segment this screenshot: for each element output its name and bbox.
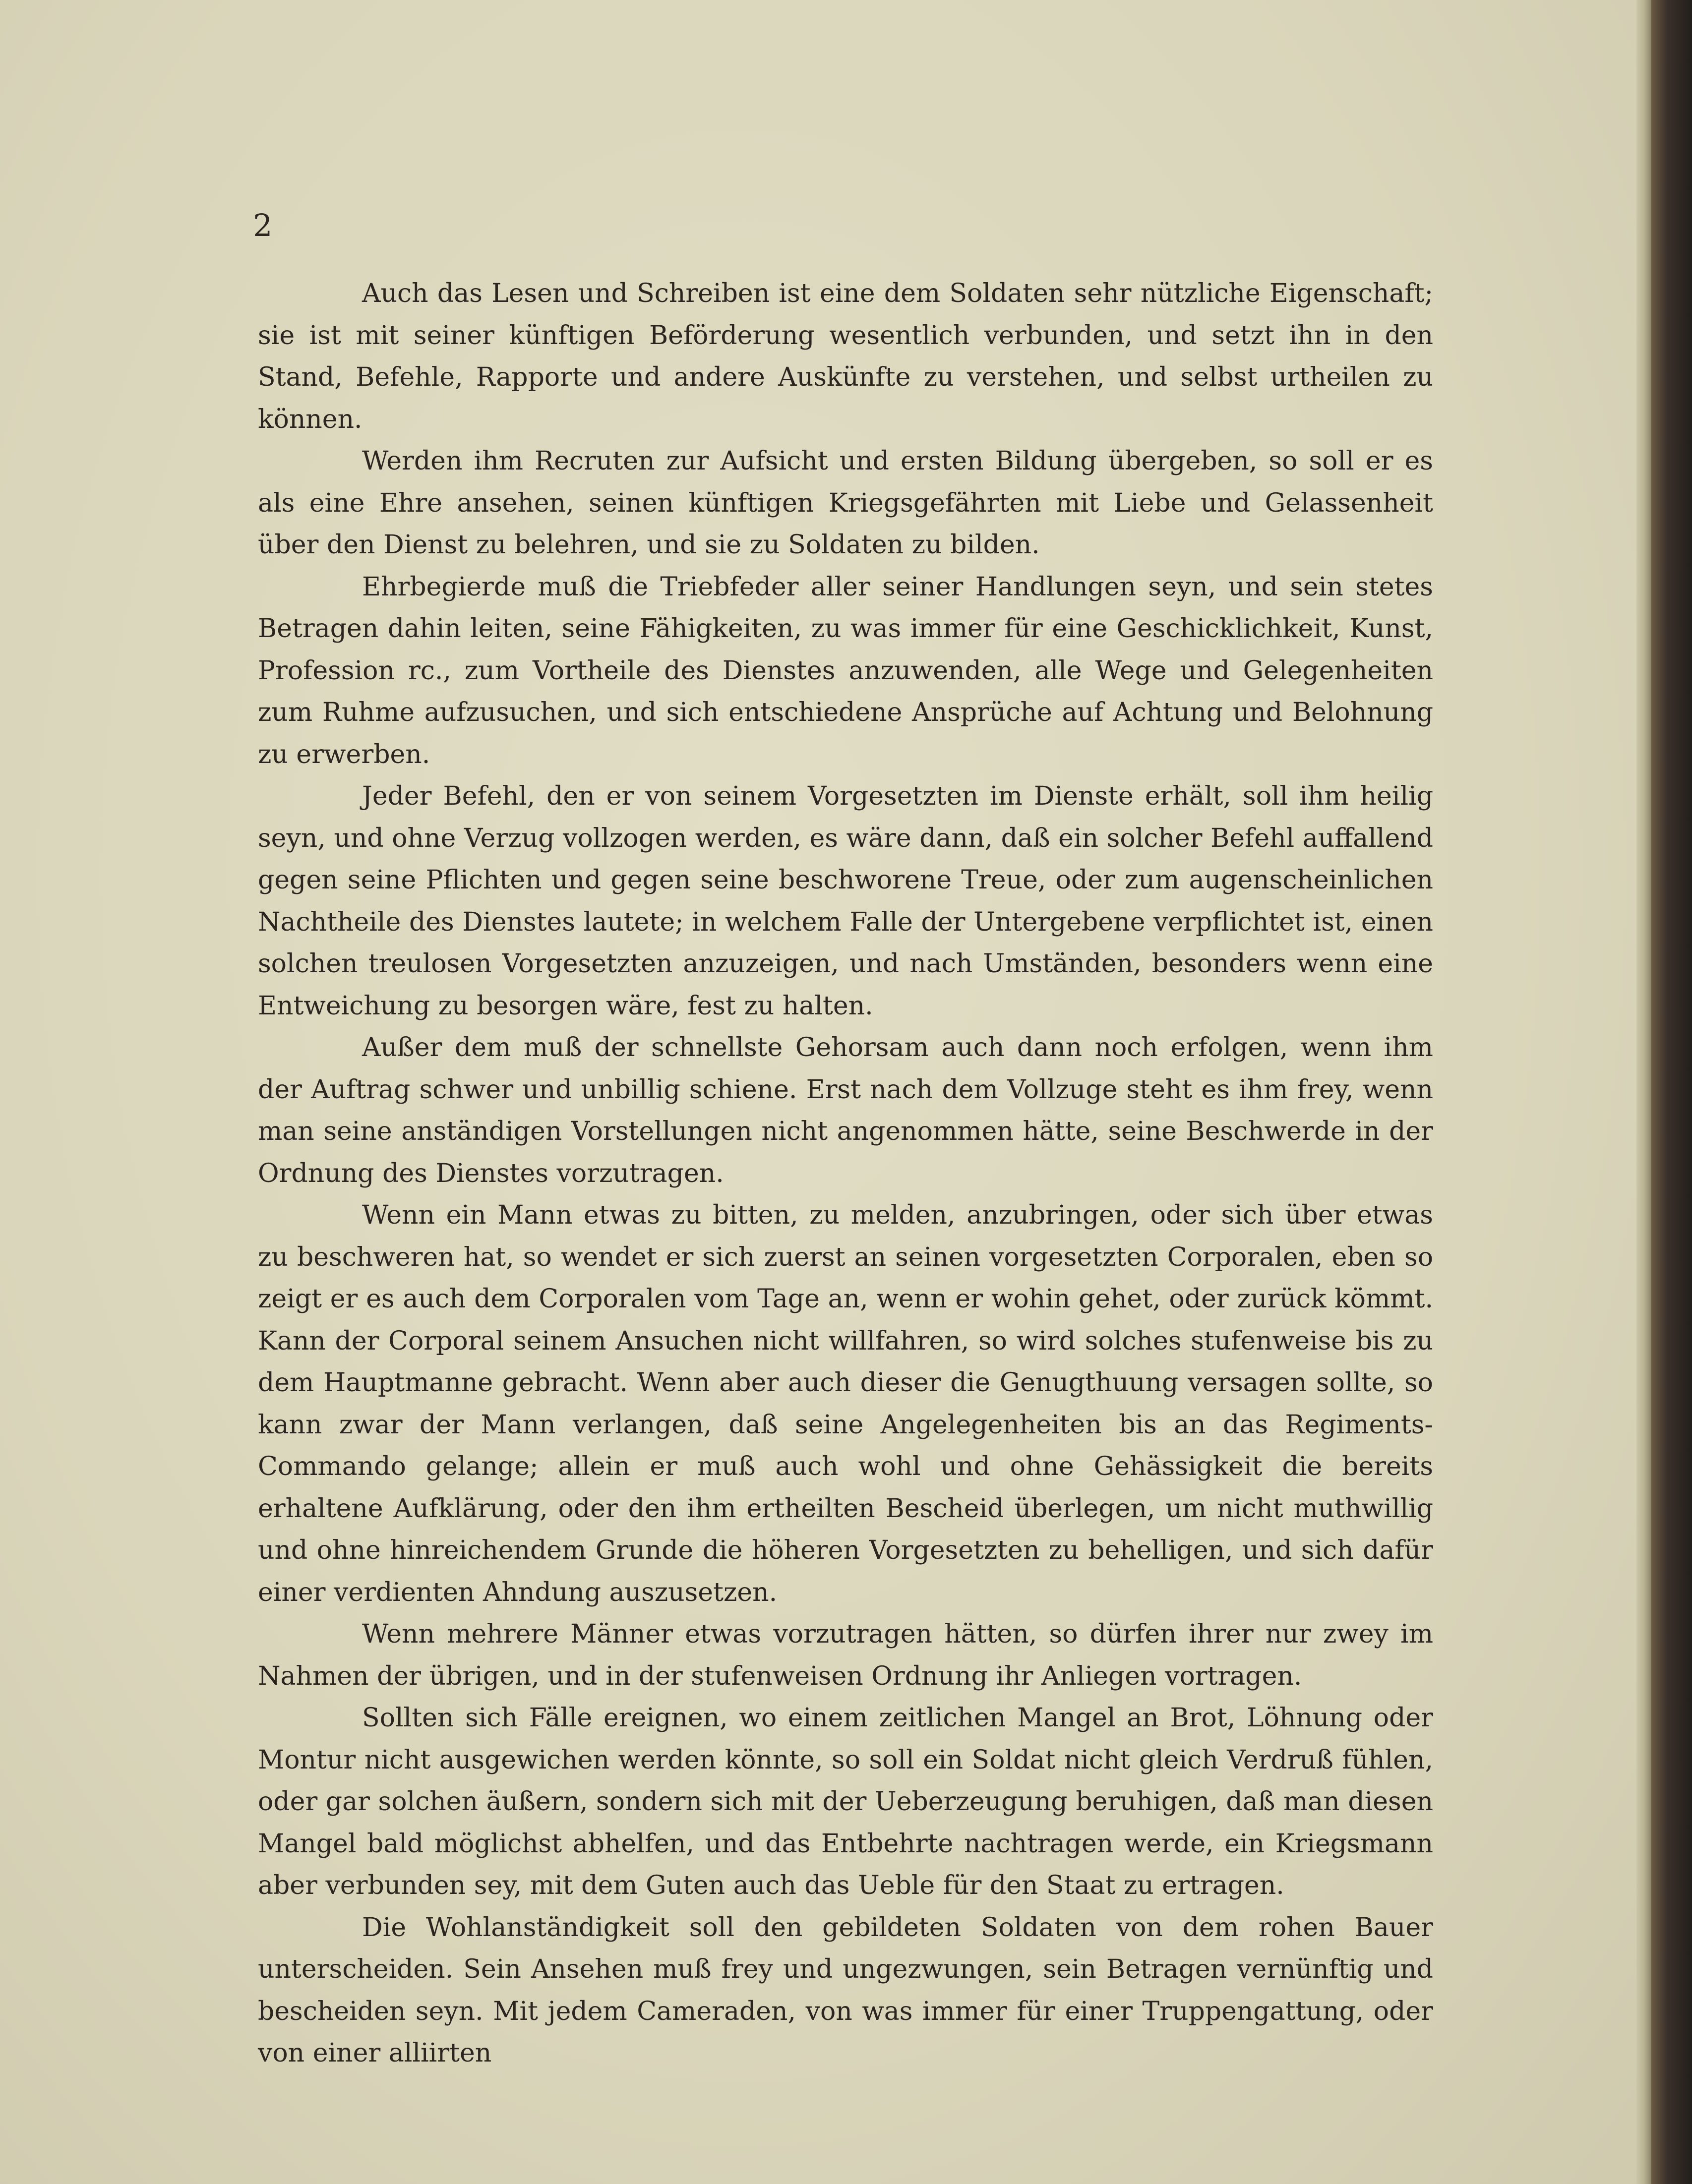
paragraph: Außer dem muß der schnellste Gehorsam auch dann noch erfolgen, wenn ihm der Auftrag schwer und unbillig schiene. Erst nach dem Vollzuge steht es ihm frey, wenn man seine anständigen Vorstellungen nicht angenommen hätte, seine Beschwerde in der Ordnung des Dienstes vorzutragen. bbox=[258, 1033, 1433, 1188]
page-fold-shadow bbox=[1636, 0, 1651, 2184]
body-text bbox=[258, 273, 1433, 2074]
paragraph: Sollten sich Fälle ereignen, wo einem zeitlichen Mangel an Brot, Löhnung oder Montur nicht ausgewichen werden könnte, so soll ein Soldat nicht gleich Verdruß fühlen, oder gar solchen äußern, sondern sich mit der Ueberzeugung beruhigen, daß man diesen Mangel bald möglichst abhelfen, und das Entbehrte nachtragen werde, ein Kriegsmann aber verbunden sey, mit dem Guten auch das Ueble für den Staat zu ertragen. bbox=[258, 1703, 1433, 1900]
paragraph: Wenn mehrere Männer etwas vorzutragen hätten, so dürfen ihrer nur zwey im Nahmen der übrigen, und in der stufenweisen Ordnung ihr Anliegen vortragen. bbox=[258, 1619, 1433, 1691]
paragraph: Jeder Befehl, den er von seinem Vorgesetzten im Dienste erhält, soll ihm heilig seyn, und ohne Verzug vollzogen werden, es wäre dann, daß ein solcher Befehl auffallend gegen seine Pflichten und gegen seine beschworene Treue, oder zum augenscheinlichen Nachtheile des Dienstes lautete; in welchem Falle der Untergebene verpflichtet ist, einen solchen treulosen Vorgesetzten anzuzeigen, und nach Umständen, besonders wenn eine Entweichung zu besorgen wäre, fest zu halten. bbox=[258, 781, 1433, 1021]
paragraph: Wenn ein Mann etwas zu bitten, zu melden, anzubringen, oder sich über etwas zu beschweren hat, so wendet er sich zuerst an seinen vorgesetzten Corporalen, eben so zeigt er es auch dem Corporalen vom Tage an, wenn er wohin gehet, oder zurück kömmt. Kann der Corporal seinem Ansuchen nicht willfahren, so wird solches stufenweise bis zu dem Hauptmanne gebracht. Wenn aber auch dieser die Genugthuung versagen sollte, so kann zwar der Mann verlangen, daß seine Angelegenheiten bis an das Regiments-Commando gelange; allein er muß auch wohl und ohne Gehässigkeit die bereits erhaltene Aufklärung, oder den ihm ertheilten Bescheid überlegen, um nicht muthwillig und ohne hinreichendem Grunde die höheren Vorgesetzten zu behelligen, und sich dafür einer verdienten Ahndung auszusetzen. bbox=[258, 1200, 1433, 1607]
paragraph: Ehrbegierde muß die Triebfeder aller seiner Handlungen seyn, und sein stetes Betragen dahin leiten, seine Fähigkeiten, zu was immer für eine Geschicklichkeit, Kunst, Profession rc., zum Vortheile des Dienstes anzuwenden, alle Wege und Gelegenheiten zum Ruhme aufzusuchen, und sich entschiedene Ansprüche auf Achtung und Belohnung zu erwerben. bbox=[258, 572, 1433, 769]
paragraph: Die Wohlanständigkeit soll den gebildeten Soldaten von dem rohen Bauer unterscheiden. Sein Ansehen muß frey und ungezwungen, sein Betragen vernünftig und bescheiden seyn. Mit jedem Cameraden, von was immer für einer Truppengattung, oder von einer alliirten bbox=[258, 1912, 1433, 2068]
paragraph: Werden ihm Recruten zur Aufsicht und ersten Bildung übergeben, so soll er es als eine Ehre ansehen, seinen künftigen Kriegsgefährten mit Liebe und Gelassenheit über den Dienst zu belehren, und sie zu Soldaten zu bilden. bbox=[258, 446, 1433, 560]
book-edge bbox=[1651, 0, 1692, 2184]
paragraph: Auch das Lesen und Schreiben ist eine dem Soldaten sehr nützliche Eigenschaft; sie ist mit seiner künftigen Beförderung wesentlich verbunden, und setzt ihn in den Stand, Befehle, Rapporte und andere Auskünfte zu verstehen, und selbst urtheilen zu können. bbox=[258, 279, 1433, 434]
page-number: 2 bbox=[253, 207, 273, 243]
